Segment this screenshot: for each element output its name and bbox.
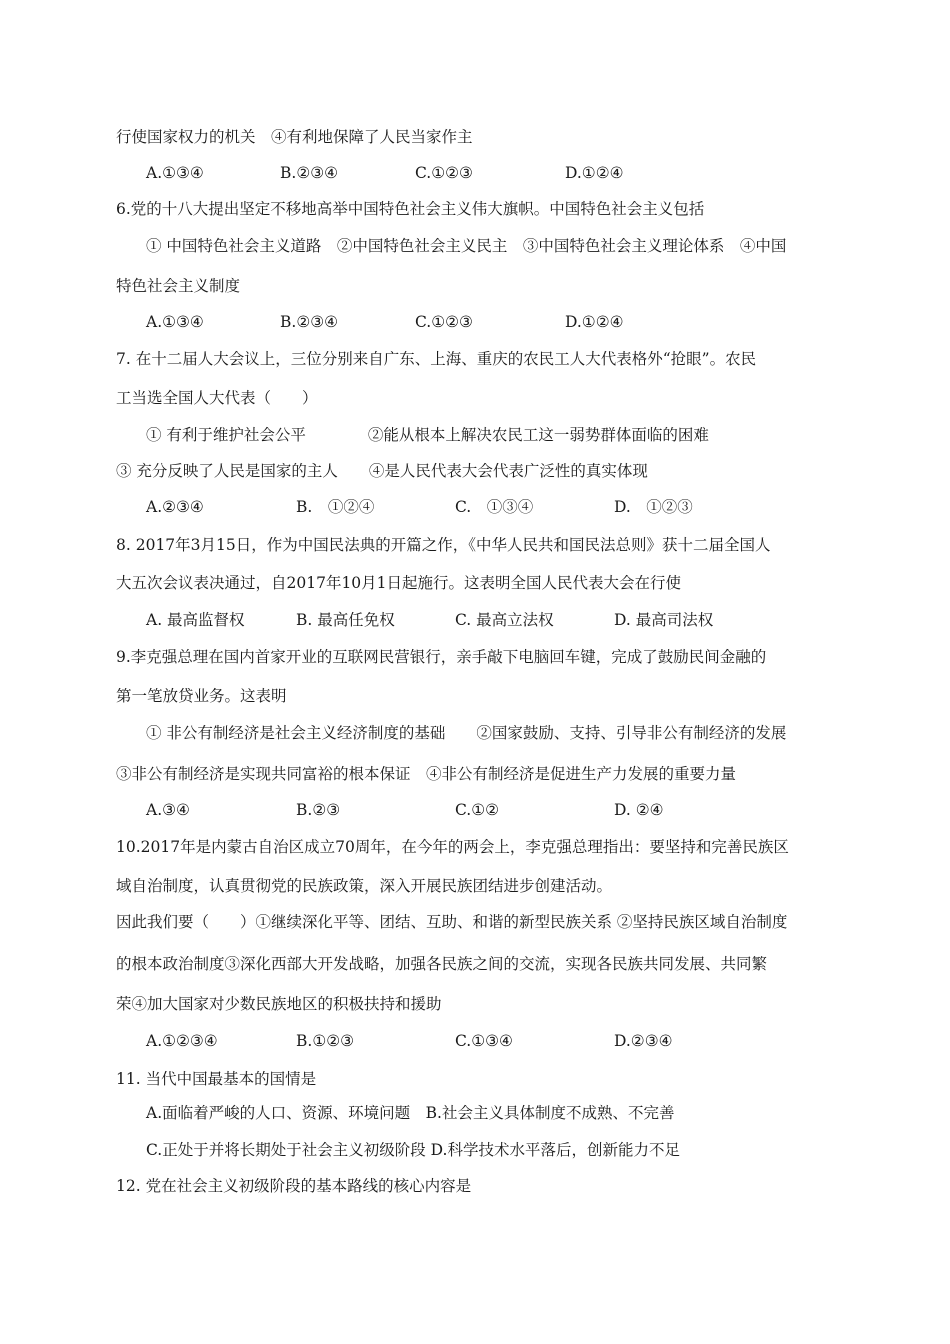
q6-option-a: A.①③④ [146, 313, 204, 331]
q9-stem-line-2: 第一笔放贷业务。这表明 [116, 687, 287, 705]
q11-options-line-2: C.正处于并将长期处于社会主义初级阶段 D.科学技术水平落后，创新能力不足 [146, 1141, 680, 1159]
q8-options [146, 610, 846, 630]
q9-option-c: C.①② [455, 801, 500, 819]
q10-options [146, 1031, 846, 1051]
q8-stem-line-2: 大五次会议表决通过，自2017年10月1日起施行。这表明全国人民代表大会在行使 [116, 574, 682, 592]
q7-option-d: D. ①②③ [614, 498, 693, 516]
q7-stem-line-2: 工当选全国人大代表（ ） [116, 389, 318, 407]
q7-option-a: A.②③④ [146, 498, 204, 516]
q9-option-a: A.③④ [146, 801, 190, 819]
q9-options [146, 800, 846, 820]
q10-stem-line-2: 域自治制度，认真贯彻党的民族政策，深入开展民族团结进步创建活动。 [116, 877, 613, 895]
q9-choice-line-2: ③非公有制经济是实现共同富裕的根本保证 ④非公有制经济是促进生产力发展的重要力量 [116, 765, 737, 783]
q9-stem-line-1: 9.李克强总理在国内首家开业的互联网民营银行，亲手敲下电脑回车键，完成了鼓励民间金融的 [116, 648, 767, 666]
q6-option-c: C.①②③ [415, 313, 473, 331]
q8-option-d: D. 最高司法权 [614, 611, 714, 629]
q8-option-b: B. 最高任免权 [296, 611, 395, 629]
q7-option-c: C. ①③④ [455, 498, 534, 516]
q6-option-d: D.①②④ [565, 313, 624, 331]
q6-options [146, 312, 846, 332]
q9-option-b: B.②③ [296, 801, 341, 819]
q11-options-line-1: A.面临着严峻的人口、资源、环境问题 B.社会主义具体制度不成熟、不完善 [146, 1104, 675, 1122]
q5-options [146, 163, 846, 183]
q10-option-b: B.①②③ [296, 1032, 355, 1050]
q12-stem: 12. 党在社会主义初级阶段的基本路线的核心内容是 [116, 1177, 472, 1195]
q10-choice-line-2: 的根本政治制度③深化西部大开发战略，加强各民族之间的交流，实现各民族共同发展、共同繁 [116, 955, 768, 973]
q7-choice-line-1: ① 有利于维护社会公平 ②能从根本上解决农民工这一弱势群体面临的困难 [146, 426, 709, 444]
q9-option-d: D. ②④ [614, 801, 664, 819]
q7-option-b: B. ①②④ [296, 498, 375, 516]
q5-option-c: C.①②③ [415, 164, 473, 182]
q7-choice-line-2: ③ 充分反映了人民是国家的主人 ④是人民代表大会代表广泛性的真实体现 [116, 462, 648, 480]
q6-choice-line-2: 特色社会主义制度 [116, 277, 241, 295]
q10-choice-line-3: 荣④加大国家对少数民族地区的积极扶持和援助 [116, 995, 442, 1013]
q7-stem-line-1: 7. 在十二届人大会议上，三位分别来自广东、上海、重庆的农民工人大代表格外“抢眼”。农民 [116, 350, 757, 368]
q8-stem-line-1: 8. 2017年3月15日，作为中国民法典的开篇之作，《中华人民共和国民法总则》获十二届全国人 [116, 536, 771, 554]
q10-stem-line-1: 10.2017年是内蒙古自治区成立70周年，在今年的两会上，李克强总理指出：要坚持和完善民族区 [116, 838, 789, 856]
q11-stem: 11. 当代中国最基本的国情是 [116, 1070, 317, 1088]
q6-stem: 6.党的十八大提出坚定不移地高举中国特色社会主义伟大旗帜。中国特色社会主义包括 [116, 200, 705, 218]
q10-option-d: D.②③④ [614, 1032, 673, 1050]
q9-choice-line-1: ① 非公有制经济是社会主义经济制度的基础 ②国家鼓励、支持、引导非公有制经济的发展 [146, 724, 787, 742]
q5-option-b: B.②③④ [280, 164, 339, 182]
q10-choice-line-1: 因此我们要（ ）①继续深化平等、团结、互助、和谐的新型民族关系 ②坚持民族区域自治制度 [116, 913, 788, 931]
q8-option-a: A. 最高监督权 [146, 611, 245, 629]
q10-option-a: A.①②③④ [146, 1032, 218, 1050]
q5-tail-line: 行使国家权力的机关 ④有利地保障了人民当家作主 [116, 128, 473, 146]
q7-options [146, 497, 846, 517]
q6-option-b: B.②③④ [280, 313, 339, 331]
q5-option-d: D.①②④ [565, 164, 624, 182]
q6-choice-line-1: ① 中国特色社会主义道路 ②中国特色社会主义民主 ③中国特色社会主义理论体系 ④中国 [146, 237, 787, 255]
q8-option-c: C. 最高立法权 [455, 611, 554, 629]
q10-option-c: C.①③④ [455, 1032, 513, 1050]
q5-option-a: A.①③④ [146, 164, 204, 182]
